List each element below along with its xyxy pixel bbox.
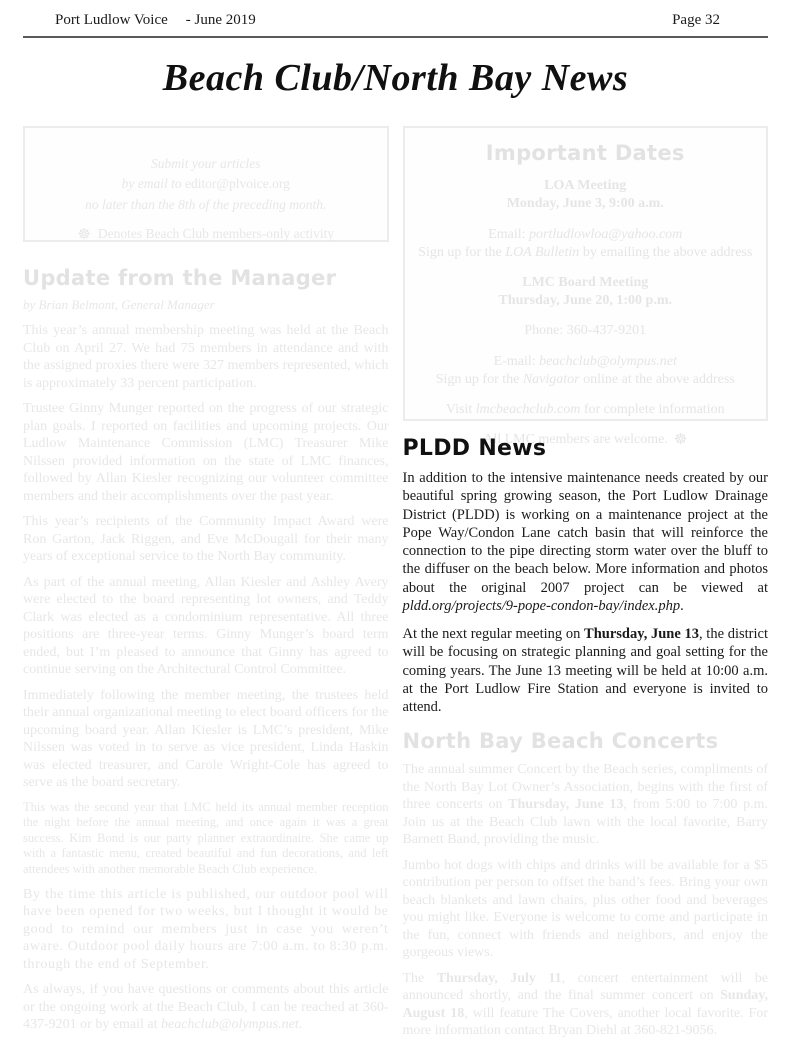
- date-line-loa-meeting: LOA Meeting: [544, 178, 627, 194]
- left-column: [23, 126, 389, 1048]
- date-line-navigator: Sign up for the Navigator online at the above address: [435, 371, 735, 387]
- submit-line-1: Submit your articles: [151, 156, 261, 171]
- manager-paragraph-8: As always, if you have questions or comments about this article or the ongoing work at the Beach Club, I can be reached at 360-437-9201 or by email at beachclub@olympus.net.: [23, 982, 389, 1033]
- manager-paragraph-2: Trustee Ginny Munger reported on the progress of our strategic plan goals. I reported on facilities and upcoming projects. Our Ludlow Maintenance Commission (LMC) Treasurer Mike Nilssen provided information on the state of LMC finances, followed by Allan Kiesler recognizing our volunteer committee members and their accomplishments over the past year.: [23, 401, 389, 504]
- section-heading-update-from-manager: Update from the Manager: [23, 266, 337, 290]
- date-line-loa-bulletin: Sign up for the LOA Bulletin by emailing the above address: [418, 244, 753, 260]
- members-only-legend: [39, 224, 373, 244]
- ship-wheel-icon: ☸: [77, 226, 91, 243]
- manager-paragraph-5: Immediately following the member meeting, the trustees held their annual organizational meeting to elect board officers for the upcoming board year. Allan Kiesler is LMC’s president, Mike Nilssen was voted in to serve as vice president, Linda Haskin was elected treasurer, and Carole Wright-Cole has agreed to serve as the board secretary.: [23, 687, 389, 790]
- date-line-email: E-mail: beachclub@olympus.net: [493, 353, 677, 369]
- right-column: [403, 126, 769, 1048]
- header-rule: [23, 36, 768, 38]
- manager-paragraph-1: This year’s annual membership meeting was held at the Beach Club on April 27. We had 75 members in attendance and with the assigned proxies there were 327 members represented, which is approximately 33 percent participation.: [23, 323, 389, 391]
- manager-paragraph-4: As part of the annual meeting, Allan Kiesler and Ashley Avery were elected to the board representing lot owners, and Teddy Clark was elected as a condominium representative. All three positions are three-year terms. Ginny Munger’s board term ended, but I’m pleased to announce that Ginny has agreed to continue serving on the Architectural Control Committee.: [23, 574, 389, 677]
- submit-line-3: no later than the 8th of the preceding month.: [85, 196, 327, 212]
- concerts-paragraph-1: The annual summer Concert by the Beach series, compliments of the North Bay Lot Owner’s Association, begins with the first of three concerts on Thursday, June 13, from 5:00 to 7:00 p.m. Join us at the Beach Club lawn with the local favorite, Barry Barnett Band, providing the music.: [402, 762, 768, 848]
- important-dates-heading: Important Dates: [485, 141, 685, 165]
- manager-paragraph-6: This was the second year that LMC held its annual member reception the night before the annual meeting, and once again it was a great success. Kim Bond is our party planner extraordinaire. She came up with a fantastic menu, created beautiful and fun decorations, and left attendees with another memorable Beach Club experience.: [23, 799, 389, 876]
- concerts-paragraph-2: Jumbo hot dogs with chips and drinks will be available for a $5 contribution per person to offset the band’s fees. Bring your own beach blankets and lawn chairs, plus other food and beverages you might like. Everyone is welcome to come and participate in the fun, connect with friends and neighbors, and enjoy the gorgeous views.: [402, 857, 768, 961]
- date-line-lmc-meeting: LMC Board Meeting: [522, 275, 649, 291]
- date-line-loa-email: Email: portludlowloa@yahoo.com: [488, 226, 683, 242]
- manager-paragraph-7: By the time this article is published, our outdoor pool will have been opened for two weeks, but I thought it would be good to remind our members just in case you weren’t aware. Outdoor pool daily hours are 7:00 a.m. to 8:30 p.m. through the end of September.: [23, 886, 389, 972]
- concerts-paragraph-3: The Thursday, July 11, concert entertainment will be announced shortly, and the final summer concert on Sunday, August 18, will feature The Covers, another local favorite. For more information contact Bryan Diehl at 360-821-9056.: [402, 970, 769, 1039]
- pldd-paragraph-1: In addition to the intensive maintenance needs created by our beautiful spring growing season, the Port Ludlow Drainage District (PLDD) is working on a maintenance project at the Pope Way/Condon Lane catch basin that will reinforce the connection to the pipe directing storm water over the bluff to the diffuser on the beach below. More information and photos about the original 2007 project can be viewed at pldd.org/projects/9-pope-condon-bay/index.php.: [402, 470, 768, 614]
- date-line-website: Visit lmcbeachclub.com for complete information: [445, 401, 725, 417]
- issue-date: - June 2019: [185, 12, 256, 28]
- page-number: Page 32: [672, 12, 720, 28]
- submit-articles-box: [23, 126, 389, 242]
- two-column-layout: [23, 126, 768, 1048]
- members-only-text: Denotes Beach Club members-only activity: [97, 225, 335, 241]
- manager-byline: by Brian Belmont, General Manager: [23, 297, 215, 312]
- welcome-text: All LMC members are welcome.: [483, 432, 668, 448]
- header-left: [55, 12, 256, 29]
- page-title: Beach Club/North Bay News: [162, 57, 629, 99]
- newsletter-name: Port Ludlow Voice: [55, 12, 168, 28]
- ship-wheel-icon: ☸: [673, 432, 688, 449]
- date-line-loa-when: Monday, June 3, 9:00 a.m.: [506, 196, 664, 212]
- section-heading-beach-concerts: North Bay Beach Concerts: [402, 729, 719, 754]
- section-heading-pldd-news: PLDD News: [402, 436, 547, 461]
- pldd-paragraph-2: At the next regular meeting on Thursday, June 13, the district will be focusing on strategic planning and goal setting for the coming years. The June 13 meeting will be held at 10:00 a.m. at the Port Ludlow Fire Station and everyone is invited to attend.: [402, 626, 768, 716]
- submit-line-2: by email to editor@plvoice.org: [121, 176, 290, 192]
- page-header: [23, 8, 768, 29]
- manager-paragraph-3: This year’s recipients of the Community Impact Award were Ron Garton, Jack Riggen, and Eve McDougall for their many years of exceptional service to the North Bay community.: [23, 514, 389, 564]
- date-line-phone: Phone: 360-437-9201: [524, 323, 647, 339]
- date-line-lmc-when: Thursday, June 20, 1:00 p.m.: [498, 293, 672, 309]
